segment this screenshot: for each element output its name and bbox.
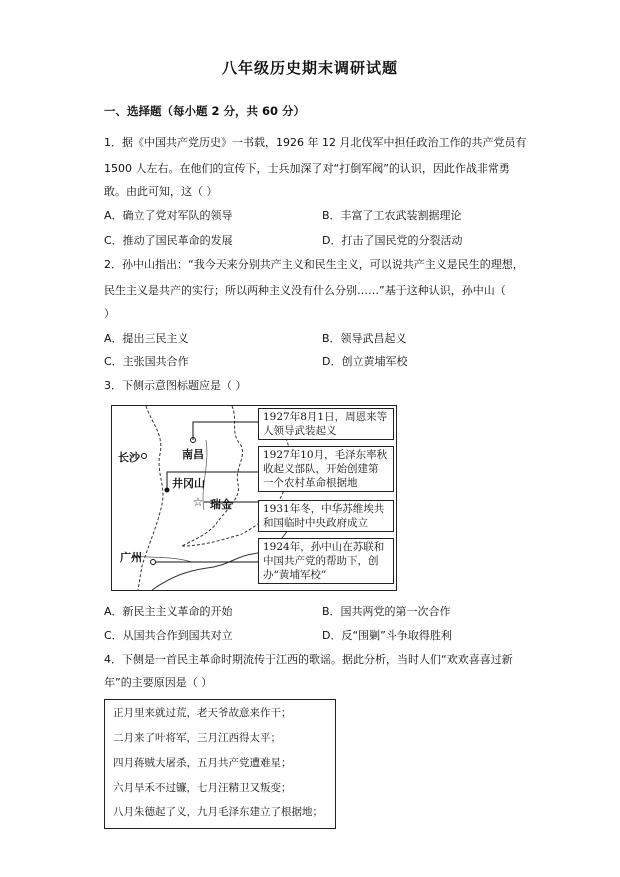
city-label-nanchang: 南昌: [182, 448, 204, 461]
city-label-guangzhou: 广州: [120, 551, 142, 564]
border-south: [182, 534, 242, 546]
map-note-line: 收起义部队，开始创建第: [263, 463, 379, 475]
q2-option-a[interactable]: A．提出三民主义: [104, 332, 189, 345]
map-note-jinggangshan: [258, 446, 394, 492]
song-line: 八月朱德起了义，九月毛泽东建立了根据地；: [113, 806, 323, 818]
song-line: 正月里来就过荒，老天爷故意来作干；: [113, 707, 292, 719]
map-note-line: 和国临时中央政府成立: [263, 517, 368, 529]
q3-option-b[interactable]: B．国共两党的第一次合作: [322, 605, 451, 618]
map-note-guangzhou: [258, 538, 394, 584]
q1-option-b[interactable]: B．丰富了工农武装割据理论: [322, 209, 462, 222]
ruijin-star-icon: ☆: [192, 495, 204, 509]
q4-line-1: 4．下侧是一首民主革命时期流传于江西的歌谣。据此分析，当时人们“欢欢喜喜过新: [104, 653, 513, 666]
city-label-ruijin: 瑞金: [210, 498, 232, 511]
q2-line-3: ）: [104, 307, 115, 320]
song-line: 四月蒋贼大屠杀，五月共产党遭难星；: [113, 757, 292, 769]
city-label-changsha: 长沙: [118, 451, 140, 464]
q2-line-1: 2．孙中山指出：“我今天来分别共产主义和民生主义，可以说共产主义是民生的理想，: [104, 258, 524, 271]
q1-option-c[interactable]: C．推动了国民革命的发展: [104, 234, 233, 247]
map-note-line: 1927年10月，毛泽东率秋: [263, 449, 388, 461]
folk-song-box: [104, 699, 336, 829]
map-note-line: 1927年8月1日，周恩来等: [263, 411, 388, 423]
section-heading: 一、选择题（每小题 2 分，共 60 分）: [104, 104, 306, 118]
q1-option-a[interactable]: A．确立了党对军队的领导: [104, 209, 233, 222]
q2-option-b[interactable]: B．领导武昌起义: [322, 332, 407, 345]
city-label-jinggangshan: 井冈山: [172, 477, 205, 490]
q2-option-c[interactable]: C．主张国共合作: [104, 355, 189, 368]
song-line: 二月来了叶将军，三月江西得太平；: [113, 732, 281, 744]
changsha-marker: [142, 454, 147, 459]
leader-line-nanchang: [193, 422, 258, 440]
map-note-line: 中国共产党的帮助下，创: [263, 555, 379, 567]
q1-line-3: 敢。由此可知，这（ ）: [104, 185, 218, 198]
q3-option-a[interactable]: A．新民主主义革命的开始: [104, 605, 233, 618]
q3-option-d[interactable]: D．反“围剿”斗争取得胜利: [322, 629, 452, 642]
map-note-line: 1931年冬，中华苏维埃共: [263, 503, 385, 515]
q2-option-d[interactable]: D．创立黄埔军校: [322, 355, 408, 368]
q3-line-1: 3．下侧示意图标题应是（ ）: [104, 379, 247, 392]
q3-option-c[interactable]: C．从国共合作到国共对立: [104, 629, 233, 642]
map-note-ruijin: [258, 500, 394, 532]
q2-line-2: 民生主义是共产的实行；所以两种主义没有什么分别……”基于这种认识，孙中山（: [104, 284, 506, 297]
page-title: 八年级历史期末调研试题: [221, 59, 398, 77]
q1-line-1: 1．据《中国共产党历史》一书载，1926 年 12 月北伐军中担任政治工作的共产党员有: [104, 136, 527, 149]
guangzhou-marker: [151, 560, 156, 565]
q4-line-2: 年”的主要原因是（ ）: [104, 676, 213, 689]
q1-line-2: 1500 人左右。在他们的宣传下，士兵加深了对“打倒军阀”的认识，因此作战非常勇: [104, 162, 510, 175]
map-note-line: 人领导武装起义: [263, 425, 337, 437]
map-note-line: 办“黄埔军校”: [263, 569, 327, 581]
history-map: [111, 405, 397, 591]
song-line: 六月旱禾不过镰，七月汪精卫又叛变；: [113, 782, 292, 794]
q1-option-d[interactable]: D．打击了国民党的分裂活动: [322, 234, 463, 247]
map-note-line: 一个农村革命根据地: [263, 477, 358, 489]
map-note-line: 1924年，孙中山在苏联和: [263, 541, 385, 553]
map-note-nanchang: [258, 408, 394, 440]
